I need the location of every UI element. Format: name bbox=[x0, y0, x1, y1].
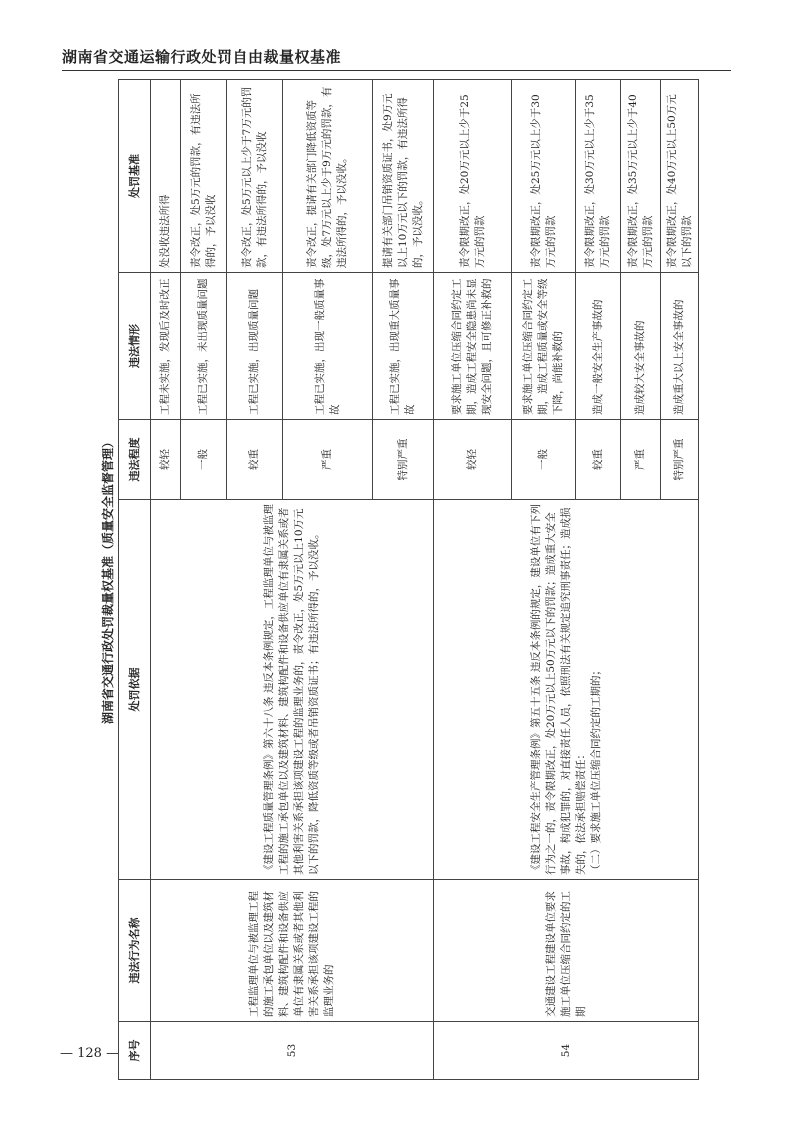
standard-cell: 责令改正，处5万元的罚款，有违法所得的，予以没收 bbox=[181, 80, 227, 273]
degree-cell: 严重 bbox=[283, 420, 373, 500]
col-header-standard: 处罚基准 bbox=[119, 80, 151, 273]
col-header-name: 违法行为名称 bbox=[119, 880, 151, 1022]
violation-name: 交通建设工程建设单位要求施工单位压缩合同约定的工期 bbox=[434, 880, 699, 1022]
degree-cell: 较轻 bbox=[434, 420, 512, 500]
situation-cell: 造成较大安全事故的 bbox=[621, 273, 661, 420]
penalty-basis: 《建设工程质量管理条例》第六十八条 违反本条例规定，工程监理单位与被监理工程的施工承包单位以及建筑材料、建筑构配件和设备供应单位有隶属关系或者其他利害关系承担该项建设工程的监理业务的，责令改正，处5万元以上10万元以下的罚款，降低资质等级或者吊销资质证书；有违法所得的，予以没收。 bbox=[151, 500, 434, 880]
table-row bbox=[151, 80, 181, 1080]
row-no: 54 bbox=[434, 1022, 699, 1080]
standard-cell: 责令改正，提请有关部门降低资质等级，处7万元以上少于9万元的罚款，有违法所得的，予以没收。 bbox=[283, 80, 373, 273]
standard-cell: 责令限期改正，处20万元以上少于25万元的罚款 bbox=[434, 80, 512, 273]
page-number: — 128 — bbox=[60, 1046, 120, 1061]
col-header-basis: 处罚依据 bbox=[119, 500, 151, 880]
table-header-row bbox=[119, 80, 151, 1080]
standard-cell: 责令限期改正，处25万元以上少于30万元的罚款 bbox=[512, 80, 576, 273]
situation-cell: 工程已实施，出现质量问题 bbox=[227, 273, 283, 420]
situation-cell: 工程已实施，出现重大质量事故 bbox=[373, 273, 434, 420]
rotated-table-block bbox=[98, 80, 698, 1080]
standard-cell: 责令改正，处5万元以上少于7万元的罚款，有违法所得的，予以没收 bbox=[227, 80, 283, 273]
degree-cell: 严重 bbox=[621, 420, 661, 500]
situation-cell: 工程未实施，发现后及时改正 bbox=[151, 273, 181, 420]
standard-cell: 责令限期改正，处35万元以上少于40万元的罚款 bbox=[621, 80, 661, 273]
degree-cell: 一般 bbox=[512, 420, 576, 500]
situation-cell: 要求施工单位压缩合同约定工期，造成工程质量或安全等级下降，尚能补救的 bbox=[512, 273, 576, 420]
degree-cell: 较重 bbox=[227, 420, 283, 500]
standard-cell: 责令限期改正，处30万元以上少于35万元的罚款 bbox=[576, 80, 621, 273]
standard-cell: 提请有关部门吊销资质证书，处9万元以上10万元以下的罚款，有违法所得的，予以没收。 bbox=[373, 80, 434, 273]
standard-cell: 处没收违法所得 bbox=[151, 80, 181, 273]
header-rule bbox=[62, 70, 731, 71]
situation-cell: 工程已实施，出现一般质量事故 bbox=[283, 273, 373, 420]
situation-cell: 造成重大以上安全事故的 bbox=[661, 273, 699, 420]
col-header-situation: 违法情形 bbox=[119, 273, 151, 420]
row-no: 53 bbox=[151, 1022, 434, 1080]
running-header-title: 湖南省交通运输行政处罚自由裁量权基准 bbox=[62, 48, 342, 66]
degree-cell: 一般 bbox=[181, 420, 227, 500]
standard-cell: 责令限期改正，处40万元以上50万元以下的罚款 bbox=[661, 80, 699, 273]
penalty-table bbox=[118, 79, 699, 1080]
degree-cell: 较重 bbox=[576, 420, 621, 500]
degree-cell: 较轻 bbox=[151, 420, 181, 500]
penalty-basis: 《建设工程安全生产管理条例》第五十五条 违反本条例的规定，建设单位有下列行为之一的，责令限期改正，处20万元以上50万元以下的罚款；造成重大安全事故，构成犯罪的，对直接责任人员，依照刑法有关规定追究刑事责任；造成损失的，依法承担赔偿责任： （二）要求施工单位压缩合同约定的工期的； bbox=[434, 500, 699, 880]
violation-name: 工程监理单位与被监理工程的施工承包单位以及建筑材料、建筑构配件和设备供应单位有隶属关系或者其他利害关系承担该项建设工程的监理业务的 bbox=[151, 880, 434, 1022]
situation-cell: 工程已实施，未出现质量问题 bbox=[181, 273, 227, 420]
table-row bbox=[434, 80, 512, 1080]
table-caption: 湖南省交通行政处罚裁量权基准（质量安全监督管理） bbox=[101, 436, 115, 725]
col-header-no: 序号 bbox=[119, 1022, 151, 1080]
situation-cell: 要求施工单位压缩合同约定工期，造成工程安全隐患尚未显现安全问题，且可修正补救的 bbox=[434, 273, 512, 420]
degree-cell: 特别严重 bbox=[661, 420, 699, 500]
col-header-degree: 违法程度 bbox=[119, 420, 151, 500]
situation-cell: 造成一般安全生产事故的 bbox=[576, 273, 621, 420]
degree-cell: 特别严重 bbox=[373, 420, 434, 500]
